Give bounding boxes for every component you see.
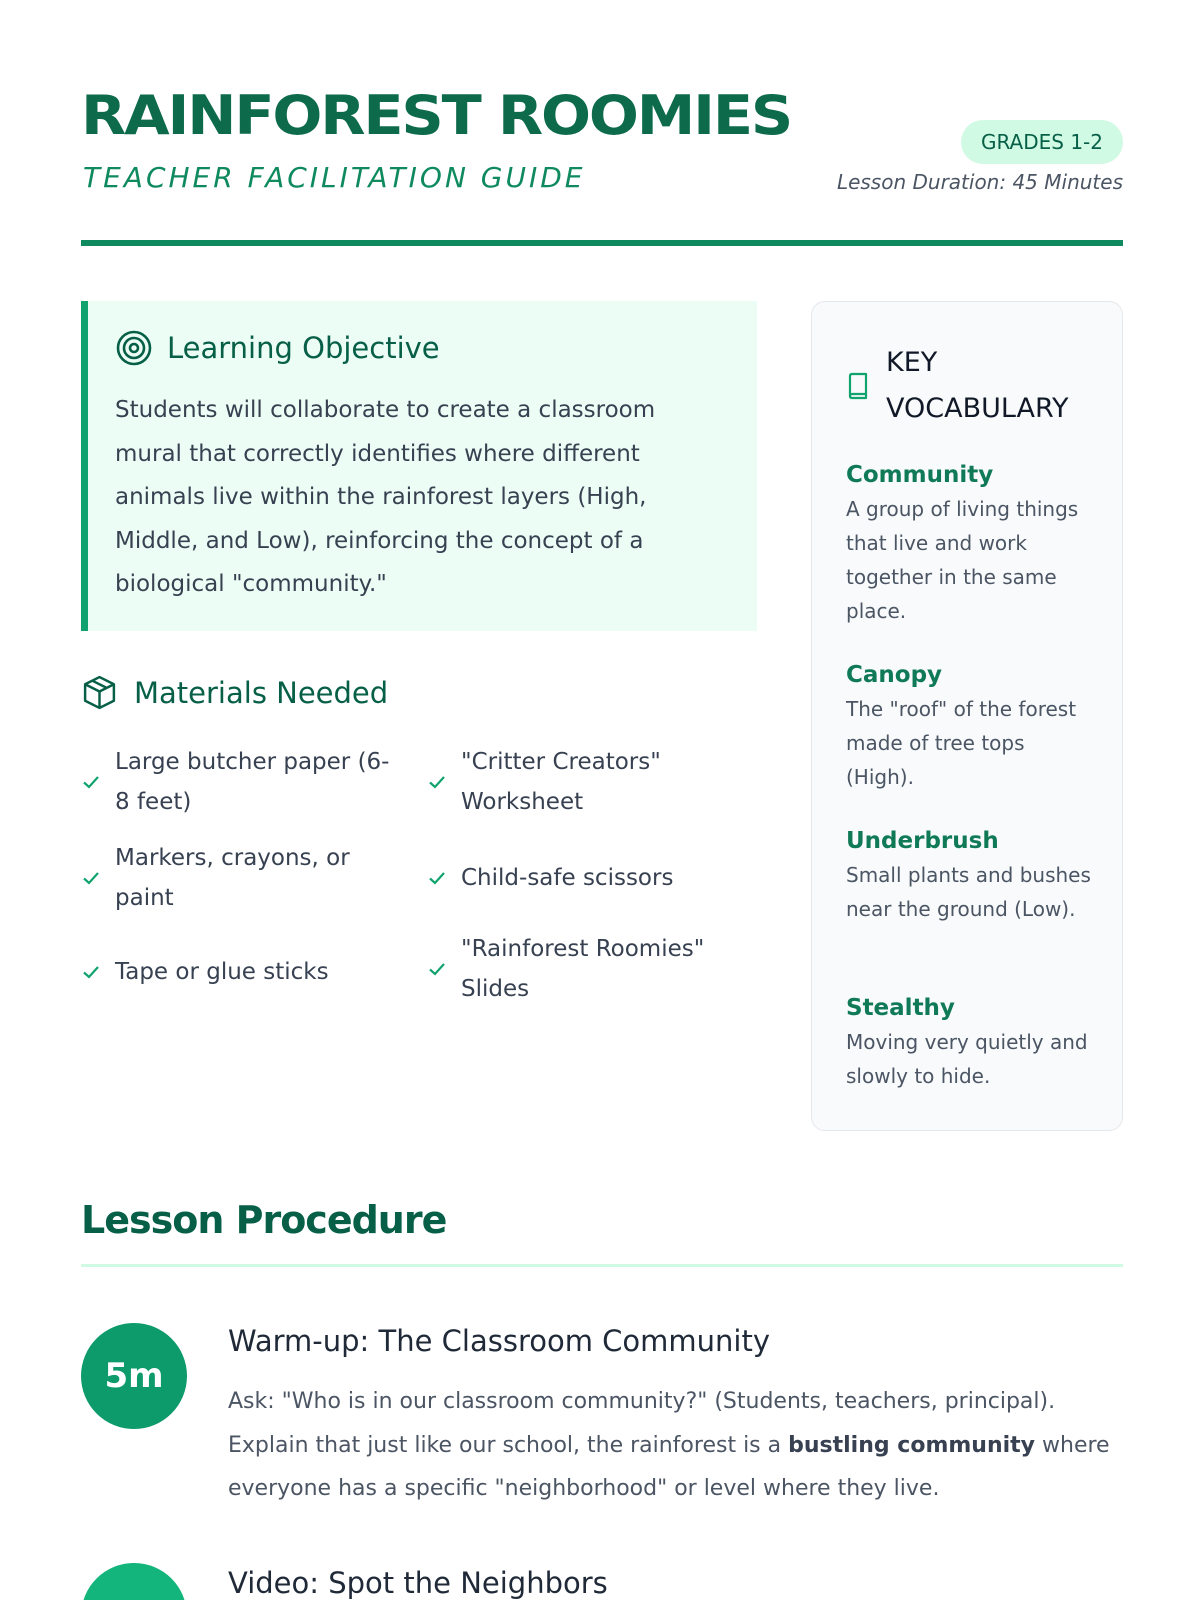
check-icon [81, 868, 101, 888]
step-time-badge: 5m [81, 1323, 187, 1429]
package-icon [81, 674, 118, 711]
page-title: RAINFOREST ROOMIES [81, 84, 792, 147]
step-time-badge [81, 1563, 187, 1600]
vocab-term [846, 824, 1096, 926]
step-description: Ask: "Who is in our classroom community?" (Students, teachers, principal). Explain that just like our school, the rainforest is a bustling community where everyone has a specific "neighborhood" or level where they live. [228, 1389, 1110, 1501]
vocab-definition: Small plants and bushes near the ground (Low). [846, 863, 1091, 921]
objective-text: Students will collaborate to create a classroom mural that correctly identifies where different animals live within the rainforest layers (High, Middle, and Low), reinforcing the concept of a biological "community." [115, 397, 656, 597]
material-item: Tape or glue sticks [81, 952, 401, 992]
materials-heading: Materials Needed [134, 675, 389, 710]
vocab-word: Canopy [846, 662, 943, 688]
check-icon [81, 772, 101, 792]
lesson-guide-page [81, 0, 1123, 1600]
objective-heading-row [115, 329, 440, 367]
material-item: Markers, crayons, or paint [81, 838, 401, 918]
target-icon [115, 329, 153, 367]
step-title: Warm-up: The Classroom Community [228, 1324, 771, 1358]
vocab-definition: Moving very quietly and slowly to hide. [846, 1030, 1088, 1088]
step-title: Video: Spot the Neighbors [228, 1566, 608, 1600]
materials-heading-row [81, 674, 388, 711]
header-divider [81, 240, 1123, 246]
material-item: Large butcher paper (6-8 feet) [81, 742, 401, 822]
key-vocabulary-card [811, 301, 1123, 1131]
emphasis-text: bustling community [788, 1432, 1036, 1458]
check-icon [427, 772, 447, 792]
vocab-term [846, 658, 1096, 794]
page-subtitle: TEACHER FACILITATION GUIDE [83, 161, 586, 194]
material-item: Child-safe scissors [427, 858, 747, 898]
material-item: "Rainforest Roomies" Slides [427, 929, 727, 1009]
vocab-word: Community [846, 462, 994, 488]
vocab-definition: The "roof" of the forest made of tree tops (High). [846, 697, 1077, 789]
grade-badge: GRADES 1-2 [961, 120, 1123, 164]
vocab-word: Underbrush [846, 828, 999, 854]
vocab-term [846, 458, 1096, 628]
book-icon [846, 372, 870, 400]
material-item: "Critter Creators" Worksheet [427, 742, 727, 822]
vocabulary-heading: KEY VOCABULARY [886, 347, 1069, 424]
procedure-heading: Lesson Procedure [81, 1198, 447, 1242]
lesson-duration: Lesson Duration: 45 Minutes [836, 170, 1123, 194]
vocabulary-heading-row [846, 340, 1096, 432]
vocab-word: Stealthy [846, 995, 955, 1021]
learning-objective-card [81, 301, 757, 631]
check-icon [427, 959, 447, 979]
objective-heading: Learning Objective [167, 331, 440, 365]
vocab-definition: A group of living things that live and work together in the same place. [846, 497, 1079, 623]
check-icon [81, 962, 101, 982]
check-icon [427, 868, 447, 888]
vocab-term [846, 991, 1096, 1093]
procedure-divider [81, 1264, 1123, 1267]
